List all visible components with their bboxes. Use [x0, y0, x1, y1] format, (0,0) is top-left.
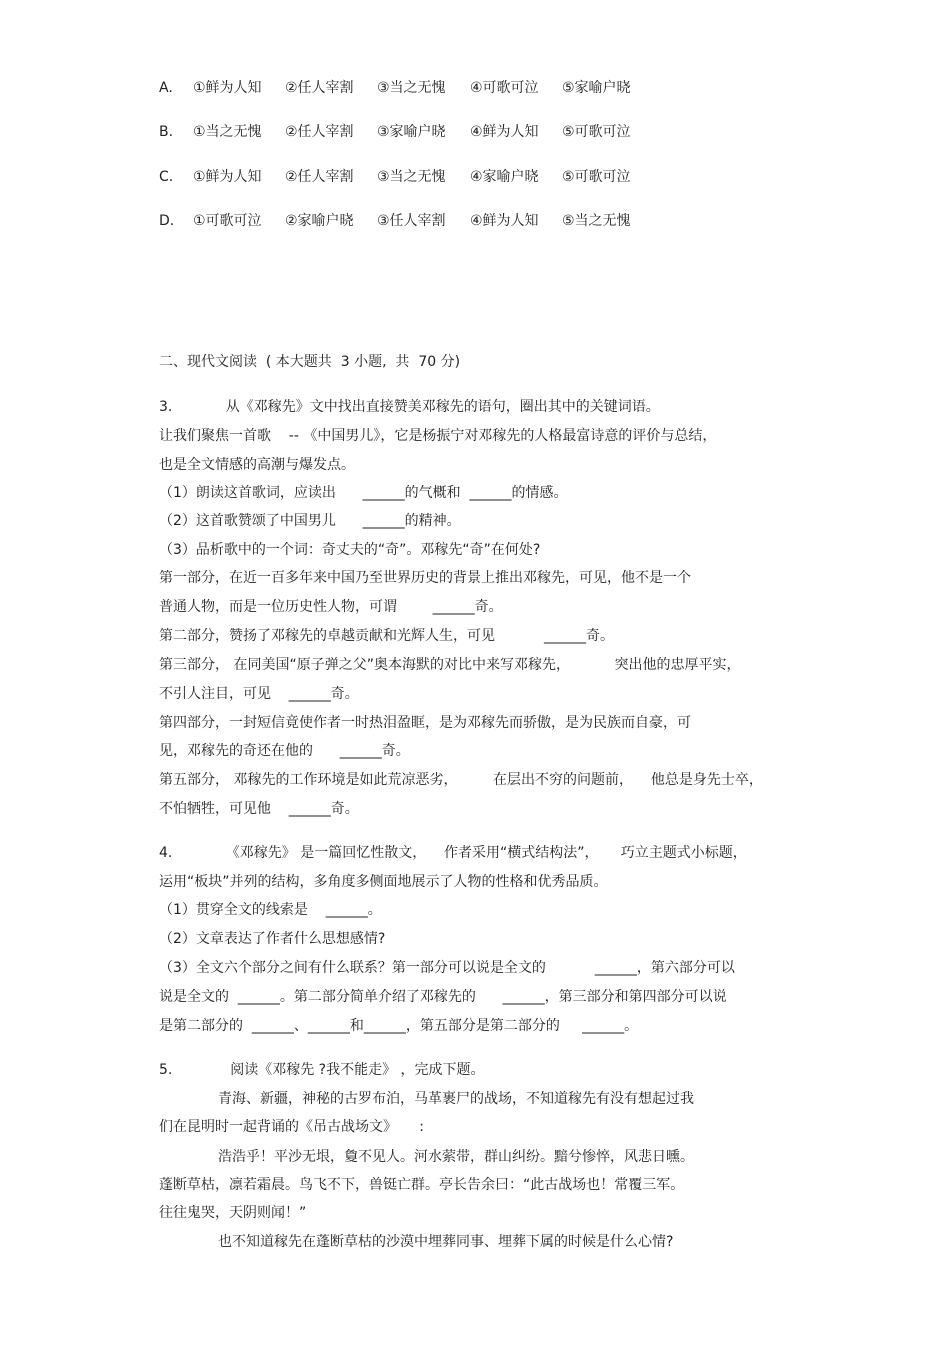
- text-line: 第四部分，一封短信竟使作者一时热泪盈眶，是为邓稼先而骄傲，是为民族而自豪，可: [159, 715, 691, 731]
- option-item: ②任人宰割: [285, 124, 354, 140]
- option-letter: D.: [159, 213, 175, 229]
- option-item: ④鲜为人知: [470, 213, 539, 229]
- text-line: 让我们聚焦一首歌 -- 《中国男儿》，它是杨振宁对邓稼先的人格最富诗意的评价与总结，: [159, 428, 717, 444]
- text-line: 第一部分，在近一百多年来中国乃至世界历史的背景上推出邓稼先，可见，他不是一个: [159, 570, 691, 586]
- option-item: ①鲜为人知: [193, 80, 262, 96]
- option-item: ①可歌可泣: [193, 213, 262, 229]
- text-line: （3）品析歌中的一个词：奇丈夫的“奇”。邓稼先“奇”在何处?: [159, 542, 541, 558]
- text-line: 是第二部分的 ______、______和______，第五部分是第二部分的 ______。: [159, 1018, 639, 1034]
- text-line: 说是全文的 ______。第二部分简单介绍了邓稼先的 ______，第三部分和第四部分可以说: [159, 989, 727, 1005]
- text-line: 普通人物，而是一位历史性人物，可谓 ______奇。: [159, 599, 503, 615]
- text-line: 不怕牺牲，可见他 ______奇。: [159, 801, 359, 817]
- option-item: ⑤家喻户晓: [562, 80, 631, 96]
- option-item: ③家喻户晓: [377, 124, 446, 140]
- option-item: ②任人宰割: [285, 80, 354, 96]
- text-line: 也是全文情感的高潮与爆发点。: [159, 457, 355, 473]
- text-line: （1）贯穿全文的线索是 ______。: [159, 902, 382, 918]
- option-item: ③当之无愧: [377, 169, 446, 185]
- option-item: ④鲜为人知: [470, 124, 539, 140]
- option-item: ②家喻户晓: [285, 213, 354, 229]
- text-line: （2）这首歌赞颂了中国男儿 ______的精神。: [159, 513, 461, 529]
- option-letter: A.: [159, 80, 173, 96]
- text-line: 第三部分， 在同美国“原子弹之父”奥本海默的对比中来写邓稼先， 突出他的忠厚平实，: [159, 657, 741, 673]
- section-heading: 二、现代文阅读 ( 本大题共 3 小题, 共 70 分): [159, 354, 461, 370]
- text-line: 运用“板块”并列的结构，多角度多侧面地展示了人物的性格和优秀品质。: [159, 874, 608, 890]
- option-item: ③任人宰割: [377, 213, 446, 229]
- text-line: 往往鬼哭，天阴则闻！”: [159, 1205, 307, 1221]
- text-line: 们在昆明时一起背诵的《吊古战场文》 :: [159, 1119, 424, 1135]
- text-line: 见，邓稼先的奇还在他的 ______奇。: [159, 743, 410, 759]
- option-item: ①鲜为人知: [193, 169, 262, 185]
- option-item: ④可歌可泣: [470, 80, 539, 96]
- option-letter: B.: [159, 124, 174, 140]
- text-line: 蓬断草枯，凛若霜晨。鸟飞不下，兽铤亡群。亭长告余曰：“此古战场也！常覆三军。: [159, 1177, 685, 1193]
- question-3-prompt: 3. 从《邓稼先》文中找出直接赞美邓稼先的语句，圈出其中的关键词语。: [159, 399, 660, 415]
- text-line: 第二部分，赞扬了邓稼先的卓越贡献和光辉人生，可见 ______奇。: [159, 628, 614, 644]
- question-5-prompt: 5. 阅读《邓稼先 ?我不能走》 ，完成下题。: [159, 1062, 485, 1078]
- option-item: ⑤可歌可泣: [562, 124, 631, 140]
- text-line: （2）文章表达了作者什么思想感情?: [159, 931, 386, 947]
- text-line: 第五部分， 邓稼先的工作环境是如此荒凉恶劣， 在层出不穷的问题前， 他总是身先士卒，: [159, 772, 763, 788]
- option-item: ⑤当之无愧: [562, 213, 631, 229]
- text-line: 也不知道稼先在蓬断草枯的沙漠中埋葬同事、埋葬下属的时候是什么心情?: [218, 1234, 674, 1250]
- option-item: ④家喻户晓: [470, 169, 539, 185]
- question-4-prompt: 4. 《邓稼先》 是一篇回忆性散文， 作者采用“横式结构法”， 巧立主题式小标题，: [159, 845, 747, 861]
- option-item: ⑤可歌可泣: [562, 169, 631, 185]
- text-line: （1）朗读这首歌词，应读出 ______的气概和 ______的情感。: [159, 485, 568, 501]
- text-line: 青海、新疆，神秘的古罗布泊，马革裹尸的战场，不知道稼先有没有想起过我: [218, 1091, 694, 1107]
- option-item: ①当之无愧: [193, 124, 262, 140]
- text-line: 浩浩乎！平沙无垠，敻不见人。河水萦带，群山纠纷。黯兮惨悴，风悲日曛。: [218, 1149, 694, 1165]
- text-line: （3）全文六个部分之间有什么联系？第一部分可以说是全文的 ______，第六部分可以: [159, 960, 735, 976]
- option-item: ③当之无愧: [377, 80, 446, 96]
- option-item: ②任人宰割: [285, 169, 354, 185]
- option-letter: C.: [159, 169, 174, 185]
- text-line: 不引人注目，可见 ______奇。: [159, 686, 359, 702]
